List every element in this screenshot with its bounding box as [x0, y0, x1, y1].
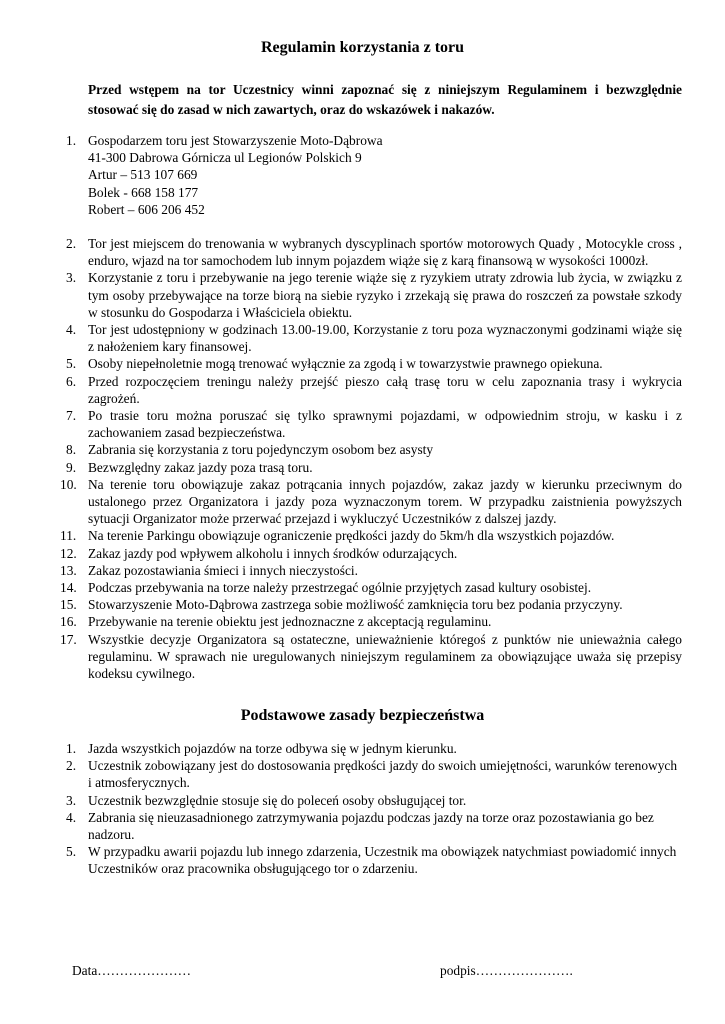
owner-contact-block [88, 132, 682, 218]
rule-text: Przed rozpoczęciem treningu należy przejść pieszo całą trasę toru w celu zapoznania trasy i wykrycia zagrożeń. [88, 373, 682, 406]
rule-number: 10. [60, 476, 77, 492]
rule-text: Na terenie toru obowiązuje zakaz potrącania innych pojazdów, zakaz jazdy w kierunku przeciwnym do ustalonego przez Organizatora i jazdy poza wyznaczonym torem. W przypadku zaistnienia powyższych sytuacji Organizator może przerwać przejazd i wykluczyć Uczestników z dalszej jazdy. [88, 476, 682, 527]
rule-text: Tor jest udostępniony w godzinach 13.00-19.00, Korzystanie z toru poza wyznaczonymi godzinami wiąże się z nałożeniem kary finansowej. [88, 322, 682, 355]
rule-number: 11. [60, 528, 77, 544]
contact-phone-line: Artur – 513 107 669 [88, 167, 198, 183]
safety-item [0, 809, 682, 843]
rule-text: Korzystanie z toru i przebywanie na jego terenie wiąże się z ryzykiem utraty zdrowia lub życia, w związku z tym osoby przebywające na torze biorą na siebie ryzyko i zrzekają się prawa do roszczeń za powstałe szkody w stosunku do Gospodarza i Właściciela obiektu. [88, 270, 682, 320]
date-signature-line: Data………………… [72, 963, 192, 978]
rule-text: Przebywanie na terenie obiektu jest jednoznaczne z akceptacją regulaminu. [88, 614, 492, 630]
intro-paragraph: Przed wstępem na tor Uczestnicy winni zapoznać się z niniejszym Regulaminem i bezwzględnie stosować się do zasad w nich zawartych, oraz do wskazówek i nakazów. [88, 82, 682, 117]
safety-text: Uczestnik bezwzględnie stosuje się do poleceń osoby obsługującej tor. [88, 792, 467, 808]
safety-number: 3. [66, 792, 77, 808]
rule-number: 1. [66, 133, 77, 148]
safety-text: Jazda wszystkich pojazdów na torze odbywa się w jednym kierunku. [88, 741, 457, 756]
rule-item [0, 545, 682, 562]
rule-text: Podczas przebywania na torze należy przestrzegać ogólnie przyjętych zasad kultury osobistej. [88, 580, 592, 596]
owner-address-line: 41-300 Dabrowa Górnicza ul Legionów Polskich 9 [88, 150, 362, 166]
rule-item [0, 132, 682, 218]
rule-text: Bezwzględny zakaz jazdy poza trasą toru. [88, 459, 313, 475]
rule-item [0, 527, 682, 544]
rule-number: 12. [60, 545, 77, 561]
rule-item [0, 373, 682, 407]
rule-text: Po trasie toru można poruszać się tylko sprawnymi pojazdami, w odpowiednim stroju, w kasku i z zachowaniem zasad bezpieczeństwa. [88, 408, 682, 441]
rule-text: Zabrania się korzystania z toru pojedynczym osobom bez asysty [88, 442, 434, 458]
rule-text: Wszystkie decyzje Organizatora są ostateczne, unieważnienie któregoś z punktów nie unieważnia całego regulaminu. W sprawach nie uregulowanych niniejszym regulaminem za obowiązujące uważa się przepisy kodeksu cywilnego. [88, 631, 682, 682]
owner-name-line: Gospodarzem toru jest Stowarzyszenie Moto-Dąbrowa [88, 133, 383, 148]
safety-item [0, 740, 682, 757]
contact-phone-line: Bolek - 668 158 177 [88, 184, 199, 200]
rule-item [0, 459, 682, 476]
rule-number: 2. [66, 236, 77, 252]
safety-list [0, 740, 725, 878]
rule-item [0, 269, 682, 321]
safety-number: 4. [66, 809, 77, 825]
safety-item [0, 792, 682, 809]
rules-list [0, 132, 725, 682]
rule-number: 6. [66, 373, 77, 389]
rule-item [0, 579, 682, 596]
rule-number: 7. [66, 408, 77, 424]
rule-item [0, 235, 682, 269]
rule-number: 16. [60, 614, 77, 630]
contact-phone-line: Robert – 606 206 452 [88, 201, 205, 217]
document-title: Regulamin korzystania z toru [260, 39, 465, 56]
rule-item [0, 407, 682, 441]
safety-item [0, 757, 682, 791]
rule-item [0, 596, 682, 613]
rule-number: 15. [60, 597, 77, 613]
rule-text: Zakaz jazdy pod wpływem alkoholu i innych środków odurzających. [88, 545, 458, 561]
rule-item [0, 613, 682, 630]
signature-line: podpis…………………. [440, 963, 573, 978]
rule-number: 13. [60, 562, 77, 578]
rule-item [0, 321, 682, 355]
safety-number: 5. [66, 844, 77, 860]
safety-item [0, 843, 682, 877]
rule-number: 5. [66, 356, 77, 372]
safety-section-title: Podstawowe zasady bezpieczeństwa [240, 707, 485, 724]
rule-number: 8. [66, 442, 77, 458]
rule-number: 17. [60, 631, 77, 647]
rule-item [0, 441, 682, 458]
rule-number: 14. [60, 580, 77, 596]
rule-item [0, 631, 682, 683]
rule-number: 4. [66, 322, 77, 338]
rule-number: 9. [66, 459, 77, 475]
safety-text: Zabrania się nieuzasadnionego zatrzymywania pojazdu podczas jazdy na torze oraz pozostawiania go bez nadzoru. [88, 809, 654, 843]
safety-number: 1. [66, 741, 77, 756]
rule-text: Tor jest miejscem do trenowania w wybranych dyscyplinach sportów motorowych Quady , Motocykle cross , enduro, wjazd na tor samochodem lub innym pojazdem wiąże się z karą finansową w wysokości 1000zł. [88, 236, 682, 269]
rule-text: Na terenie Parkingu obowiązuje ograniczenie prędkości jazdy do 5km/h dla wszystkich pojazdów. [88, 528, 615, 544]
rule-item [0, 562, 682, 579]
rule-text: Osoby niepełnoletnie mogą trenować wyłącznie za zgodą i w towarzystwie prawnego opiekuna. [88, 356, 603, 372]
rule-item [0, 355, 682, 372]
safety-text: W przypadku awarii pojazdu lub innego zdarzenia, Uczestnik ma obowiązek natychmiast powiadomić innych Uczestników oraz pracownika obsługującego tor o zdarzeniu. [88, 844, 677, 877]
safety-text: Uczestnik zobowiązany jest do dostosowania prędkości jazdy do swoich umiejętności, warunków terenowych i atmosferycznych. [88, 758, 678, 791]
rule-text: Stowarzyszenie Moto-Dąbrowa zastrzega sobie możliwość zamknięcia toru bez podania przyczyny. [88, 597, 623, 613]
rule-text: Zakaz pozostawiania śmieci i innych nieczystości. [88, 562, 358, 578]
safety-number: 2. [66, 758, 77, 774]
rule-number: 3. [66, 270, 77, 286]
rule-item [0, 476, 682, 528]
